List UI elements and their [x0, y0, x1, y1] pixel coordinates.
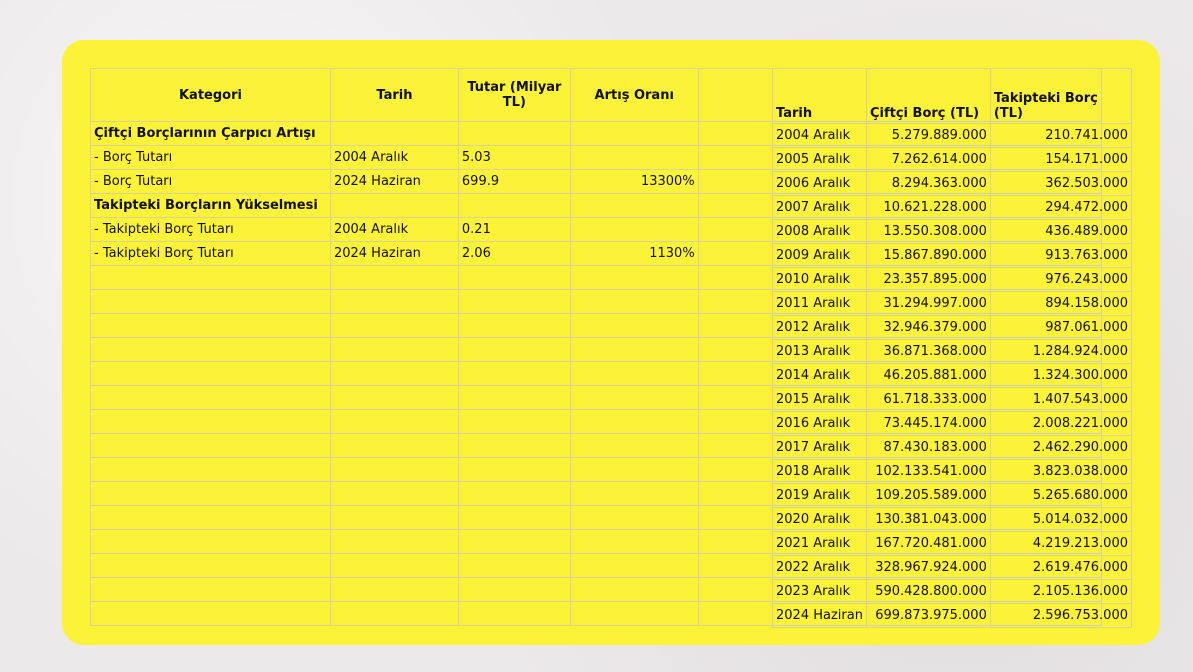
cell-tarih: [330, 434, 458, 458]
cell-kategori: [91, 362, 331, 386]
cell-overdue-debt: 1.284.924.000: [990, 340, 1131, 364]
cell-kategori: [91, 578, 331, 602]
cell-overdue-debt: 913.763.000: [990, 244, 1131, 268]
debt-row: [773, 580, 1132, 604]
cell-kategori: [91, 314, 331, 338]
cell-oran: 13300%: [570, 170, 698, 194]
cell-kategori: Çiftçi Borçlarının Çarpıcı Artışı: [91, 122, 331, 146]
cell-kategori: - Borç Tutarı: [91, 170, 331, 194]
cell-overdue-debt: 210.741.000: [990, 124, 1131, 148]
cell-kategori: [91, 410, 331, 434]
cell-farmer-debt: 87.430.183.000: [866, 436, 990, 460]
cell-tutar: [458, 290, 570, 314]
cell-overdue-debt: 894.158.000: [990, 292, 1131, 316]
cell-farmer-debt: 36.871.368.000: [866, 340, 990, 364]
cell-tarih: [330, 482, 458, 506]
cell-tarih: [330, 314, 458, 338]
cell-year: 2015 Aralık: [773, 388, 867, 412]
cell-tarih: 2024 Haziran: [330, 170, 458, 194]
cell-tutar: [458, 554, 570, 578]
cell-farmer-debt: 8.294.363.000: [866, 172, 990, 196]
debt-row: [773, 148, 1132, 172]
cell-tarih: [330, 602, 458, 626]
cell-kategori: [91, 506, 331, 530]
cell-kategori: [91, 266, 331, 290]
cell-tutar: [458, 506, 570, 530]
debt-row: [773, 412, 1132, 436]
cell-kategori: [91, 482, 331, 506]
cell-farmer-debt: 15.867.890.000: [866, 244, 990, 268]
cell-oran: [570, 602, 698, 626]
cell-oran: [570, 194, 698, 218]
cell-tarih: [330, 410, 458, 434]
cell-tutar: [458, 266, 570, 290]
cell-overdue-debt: 2.105.136.000: [990, 580, 1131, 604]
cell-tarih: 2004 Aralık: [330, 218, 458, 242]
debt-row: [773, 244, 1132, 268]
cell-tarih: [330, 266, 458, 290]
cell-oran: [570, 458, 698, 482]
cell-kategori: [91, 386, 331, 410]
cell-tutar: [458, 434, 570, 458]
cell-oran: [570, 530, 698, 554]
debt-row: [773, 196, 1132, 220]
cell-farmer-debt: 31.294.997.000: [866, 292, 990, 316]
cell-farmer-debt: 23.357.895.000: [866, 268, 990, 292]
cell-oran: [570, 218, 698, 242]
cell-oran: [570, 434, 698, 458]
cell-year: 2012 Aralık: [773, 316, 867, 340]
cell-tutar: [458, 194, 570, 218]
cell-tutar: [458, 122, 570, 146]
cell-kategori: [91, 434, 331, 458]
debt-row: [773, 484, 1132, 508]
cell-tarih: [330, 506, 458, 530]
cell-farmer-debt: 13.550.308.000: [866, 220, 990, 244]
debt-row: [773, 124, 1132, 148]
cell-overdue-debt: 436.489.000: [990, 220, 1131, 244]
cell-overdue-debt: 2.596.753.000: [990, 604, 1131, 628]
cell-farmer-debt: 5.279.889.000: [866, 124, 990, 148]
cell-tutar: [458, 410, 570, 434]
cell-year: 2019 Aralık: [773, 484, 867, 508]
cell-overdue-debt: 362.503.000: [990, 172, 1131, 196]
cell-year: 2005 Aralık: [773, 148, 867, 172]
header-kategori: Kategori: [91, 69, 331, 122]
cell-farmer-debt: 328.967.924.000: [866, 556, 990, 580]
cell-year: 2004 Aralık: [773, 124, 867, 148]
cell-overdue-debt: 976.243.000: [990, 268, 1131, 292]
cell-year: 2006 Aralık: [773, 172, 867, 196]
header-artis-orani: Artış Oranı: [570, 69, 698, 122]
cell-oran: [570, 290, 698, 314]
cell-tutar: [458, 338, 570, 362]
header-farmer-debt: Çiftçi Borç (TL): [866, 69, 990, 124]
cell-overdue-debt: 294.472.000: [990, 196, 1131, 220]
cell-overdue-debt: 987.061.000: [990, 316, 1131, 340]
cell-farmer-debt: 61.718.333.000: [866, 388, 990, 412]
cell-oran: [570, 386, 698, 410]
cell-overdue-debt: 2.008.221.000: [990, 412, 1131, 436]
header-tutar: Tutar (Milyar TL): [458, 69, 570, 122]
debt-row: [773, 316, 1132, 340]
cell-tutar: 5.03: [458, 146, 570, 170]
cell-kategori: [91, 602, 331, 626]
cell-farmer-debt: 73.445.174.000: [866, 412, 990, 436]
cell-tarih: [330, 530, 458, 554]
cell-overdue-debt: 2.462.290.000: [990, 436, 1131, 460]
yellow-card: [62, 40, 1160, 645]
cell-overdue-debt: 2.619.476.000: [990, 556, 1131, 580]
cell-tarih: [330, 122, 458, 146]
cell-year: 2013 Aralık: [773, 340, 867, 364]
cell-tarih: [330, 554, 458, 578]
cell-tarih: [330, 458, 458, 482]
debt-row: [773, 460, 1132, 484]
cell-tutar: [458, 362, 570, 386]
cell-tutar: [458, 602, 570, 626]
cell-farmer-debt: 10.621.228.000: [866, 196, 990, 220]
cell-year: 2008 Aralık: [773, 220, 867, 244]
cell-year: 2023 Aralık: [773, 580, 867, 604]
cell-year: 2017 Aralık: [773, 436, 867, 460]
cell-oran: [570, 122, 698, 146]
cell-year: 2014 Aralık: [773, 364, 867, 388]
cell-year: 2018 Aralık: [773, 460, 867, 484]
cell-tutar: [458, 314, 570, 338]
debt-row: [773, 556, 1132, 580]
cell-tarih: [330, 386, 458, 410]
cell-farmer-debt: 167.720.481.000: [866, 532, 990, 556]
cell-oran: [570, 578, 698, 602]
cell-farmer-debt: 590.428.800.000: [866, 580, 990, 604]
debt-row: [773, 508, 1132, 532]
cell-tarih: 2024 Haziran: [330, 242, 458, 266]
cell-overdue-debt: 5.265.680.000: [990, 484, 1131, 508]
debt-row: [773, 268, 1132, 292]
debt-row: [773, 172, 1132, 196]
cell-year: 2009 Aralık: [773, 244, 867, 268]
debt-row: [773, 436, 1132, 460]
cell-year: 2021 Aralık: [773, 532, 867, 556]
header-year: Tarih: [773, 69, 867, 124]
cell-farmer-debt: 7.262.614.000: [866, 148, 990, 172]
cell-farmer-debt: 102.133.541.000: [866, 460, 990, 484]
debt-row: [773, 364, 1132, 388]
debt-row: [773, 220, 1132, 244]
cell-farmer-debt: 109.205.589.000: [866, 484, 990, 508]
cell-oran: [570, 266, 698, 290]
cell-overdue-debt: 4.219.213.000: [990, 532, 1131, 556]
cell-oran: [570, 146, 698, 170]
cell-tutar: [458, 482, 570, 506]
cell-tarih: 2004 Aralık: [330, 146, 458, 170]
header-overdue-debt: Takipteki Borç (TL): [990, 69, 1131, 124]
cell-tarih: [330, 362, 458, 386]
cell-oran: [570, 362, 698, 386]
cell-kategori: - Takipteki Borç Tutarı: [91, 218, 331, 242]
cell-tutar: 2.06: [458, 242, 570, 266]
cell-oran: [570, 482, 698, 506]
cell-kategori: - Takipteki Borç Tutarı: [91, 242, 331, 266]
cell-tutar: [458, 578, 570, 602]
cell-year: 2007 Aralık: [773, 196, 867, 220]
cell-tutar: 699.9: [458, 170, 570, 194]
cell-farmer-debt: 32.946.379.000: [866, 316, 990, 340]
cell-overdue-debt: 154.171.000: [990, 148, 1131, 172]
cell-kategori: [91, 338, 331, 362]
debt-row: [773, 604, 1132, 628]
cell-kategori: Takipteki Borçların Yükselmesi: [91, 194, 331, 218]
cell-tutar: [458, 530, 570, 554]
cell-tutar: [458, 458, 570, 482]
cell-year: 2016 Aralık: [773, 412, 867, 436]
cell-kategori: [91, 554, 331, 578]
cell-tutar: 0.21: [458, 218, 570, 242]
cell-tarih: [330, 338, 458, 362]
cell-tarih: [330, 194, 458, 218]
cell-farmer-debt: 46.205.881.000: [866, 364, 990, 388]
debt-by-year-table: [772, 68, 1132, 628]
cell-overdue-debt: 1.324.300.000: [990, 364, 1131, 388]
cell-year: 2011 Aralık: [773, 292, 867, 316]
cell-overdue-debt: 3.823.038.000: [990, 460, 1131, 484]
cell-tutar: [458, 386, 570, 410]
cell-tarih: [330, 578, 458, 602]
cell-year: 2010 Aralık: [773, 268, 867, 292]
cell-year: 2020 Aralık: [773, 508, 867, 532]
cell-overdue-debt: 5.014.032.000: [990, 508, 1131, 532]
debt-header-row: [773, 69, 1132, 124]
debt-row: [773, 340, 1132, 364]
debt-row: [773, 532, 1132, 556]
debt-row: [773, 292, 1132, 316]
cell-oran: [570, 338, 698, 362]
cell-tarih: [330, 290, 458, 314]
cell-kategori: [91, 290, 331, 314]
cell-kategori: [91, 458, 331, 482]
cell-oran: 1130%: [570, 242, 698, 266]
cell-oran: [570, 554, 698, 578]
cell-oran: [570, 314, 698, 338]
cell-oran: [570, 506, 698, 530]
cell-oran: [570, 410, 698, 434]
cell-farmer-debt: 699.873.975.000: [866, 604, 990, 628]
cell-year: 2024 Haziran: [773, 604, 867, 628]
cell-overdue-debt: 1.407.543.000: [990, 388, 1131, 412]
cell-kategori: - Borç Tutarı: [91, 146, 331, 170]
cell-kategori: [91, 530, 331, 554]
cell-year: 2022 Aralık: [773, 556, 867, 580]
debt-row: [773, 388, 1132, 412]
cell-farmer-debt: 130.381.043.000: [866, 508, 990, 532]
header-tarih: Tarih: [330, 69, 458, 122]
